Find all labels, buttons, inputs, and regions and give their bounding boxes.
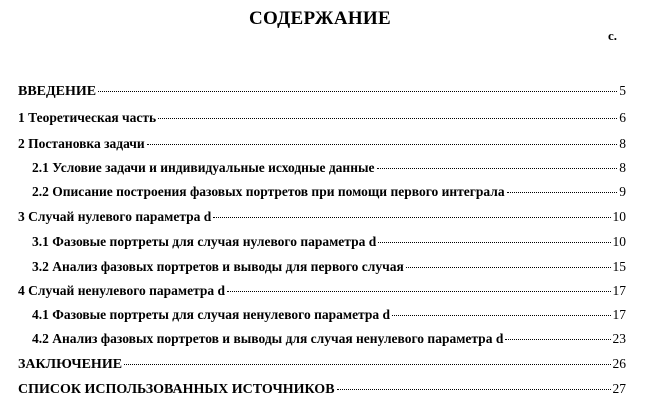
toc-leader-dots	[406, 267, 611, 268]
toc-entry-1[interactable]	[18, 110, 626, 126]
toc-entry-label: 4.2 Анализ фазовых портретов и выводы для случая ненулевого параметра d	[32, 331, 504, 346]
toc-entry-4-1[interactable]	[32, 307, 626, 323]
toc-leader-dots	[392, 315, 610, 316]
toc-entry-label: ВВЕДЕНИЕ	[18, 84, 97, 99]
toc-leader-dots	[378, 242, 610, 243]
toc-entry-4[interactable]	[18, 283, 626, 299]
toc-entry-2[interactable]	[18, 136, 626, 152]
toc-entry-label: 3 Случай нулевого параметра d	[18, 209, 212, 224]
toc-entry-page: 10	[612, 209, 626, 224]
page-title: СОДЕРЖАНИЕ	[249, 8, 391, 29]
toc-leader-dots	[147, 144, 618, 145]
toc-entry-label: 2.2 Описание построения фазовых портретов при помощи первого интеграла	[32, 184, 505, 199]
toc-entry-2-2[interactable]	[32, 184, 626, 200]
toc-entry-page: 5	[619, 83, 626, 98]
toc-entry-page: 8	[619, 136, 626, 151]
toc-leader-dots	[505, 339, 610, 340]
toc-entry-page: 10	[612, 234, 626, 249]
toc-entry-4-2[interactable]	[32, 331, 626, 347]
toc-leader-dots	[98, 91, 617, 92]
toc-entry-label: 1 Теоретическая часть	[18, 110, 157, 125]
toc-entry-page: 17	[612, 283, 626, 298]
toc-entry-page: 27	[612, 381, 626, 396]
page-column-label: с.	[608, 28, 618, 43]
toc-entry-page: 6	[619, 110, 626, 125]
toc-entry-page: 26	[612, 356, 626, 371]
toc-entry-conclusion[interactable]	[18, 356, 626, 373]
toc-entry-label: 2.1 Условие задачи и индивидуальные исходные данные	[32, 160, 375, 175]
toc-entry-3-1[interactable]	[32, 234, 626, 250]
toc-entry-label: СПИСОК ИСПОЛЬЗОВАННЫХ ИСТОЧНИКОВ	[18, 382, 335, 397]
toc-entry-label: 4 Случай ненулевого параметра d	[18, 283, 226, 298]
toc-entry-label: 4.1 Фазовые портреты для случая ненулевого параметра d	[32, 307, 391, 322]
toc-entry-references[interactable]	[18, 381, 626, 398]
toc-leader-dots	[337, 389, 611, 390]
toc-leader-dots	[377, 168, 618, 169]
toc-entry-introduction[interactable]	[18, 83, 626, 100]
toc-leader-dots	[158, 118, 617, 119]
toc-leader-dots	[213, 217, 610, 218]
toc-leader-dots	[124, 364, 610, 365]
toc-leader-dots	[227, 291, 610, 292]
toc-entry-2-1[interactable]	[32, 160, 626, 176]
toc-entry-label: 2 Постановка задачи	[18, 136, 145, 151]
toc-leader-dots	[507, 192, 618, 193]
toc-entry-page: 17	[612, 307, 626, 322]
toc-entry-label: ЗАКЛЮЧЕНИЕ	[18, 357, 123, 372]
toc-entry-page: 8	[619, 160, 626, 175]
toc-entry-page: 15	[612, 259, 626, 274]
toc-entry-page: 9	[619, 184, 626, 199]
toc-entry-3[interactable]	[18, 209, 626, 225]
toc-entry-3-2[interactable]	[32, 259, 626, 275]
toc-entry-page: 23	[612, 331, 626, 346]
toc-entry-label: 3.1 Фазовые портреты для случая нулевого параметра d	[32, 234, 377, 249]
toc-entry-label: 3.2 Анализ фазовых портретов и выводы для первого случая	[32, 259, 404, 274]
